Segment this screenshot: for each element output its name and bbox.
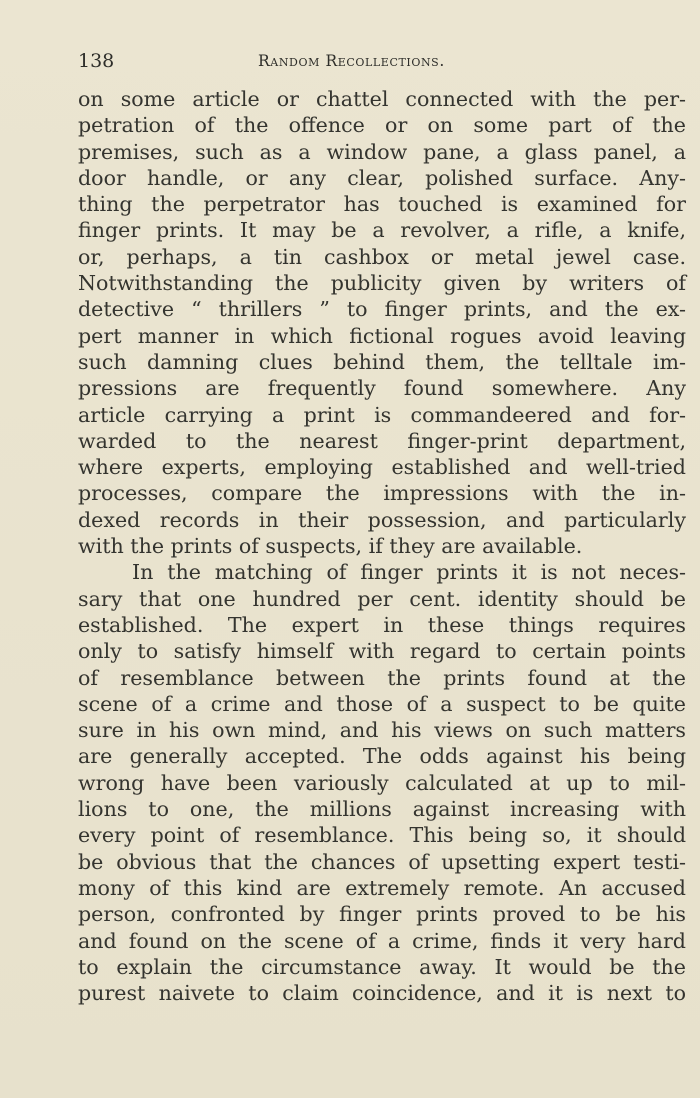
page-number: 138: [78, 50, 115, 72]
text-line: scene of a crime and those of a suspect to be quite: [78, 691, 686, 716]
text-line: door handle, or any clear, polished surface. Any-: [78, 165, 686, 190]
text-line: to explain the circumstance away. It would be the: [78, 954, 686, 979]
text-line: of resemblance between the prints found at the: [78, 665, 686, 690]
text-line: or, perhaps, a tin cashbox or metal jewel case.: [78, 244, 686, 269]
text-line: are generally accepted. The odds against his being: [78, 744, 686, 769]
text-line: Notwithstanding the publicity given by writers of: [78, 271, 686, 296]
text-line: sary that one hundred per cent. identity should be: [78, 586, 686, 611]
text-line: person, confronted by finger prints proved to be his: [78, 902, 686, 927]
text-line: where experts, employing established and well-tried: [78, 455, 686, 480]
text-line: wrong have been variously calculated at up to mil-: [78, 770, 686, 795]
text-line: pressions are frequently found somewhere. Any: [78, 376, 686, 401]
text-line: article carrying a print is commandeered and for-: [78, 402, 686, 427]
text-line: premises, such as a window pane, a glass panel, a: [78, 139, 686, 164]
text-line: dexed records in their possession, and particularly: [78, 507, 686, 532]
text-line: only to satisfy himself with regard to certain points: [78, 639, 686, 664]
text-line: lions to one, the millions against increasing with: [78, 797, 686, 822]
text-line: sure in his own mind, and his views on such matters: [78, 718, 686, 743]
text-line: such damning clues behind them, the telltale im-: [78, 349, 686, 374]
text-line: detective “ thrillers ” to finger prints, and the ex-: [78, 297, 686, 322]
text-line: In the matching of finger prints it is not neces-: [132, 560, 686, 585]
page-header: [78, 48, 686, 74]
text-line: be obvious that the chances of upsetting expert testi-: [78, 849, 686, 874]
text-line: pert manner in which fictional rogues avoid leaving: [78, 323, 686, 348]
text-line: thing the perpetrator has touched is examined for: [78, 192, 686, 217]
text-line: every point of resemblance. This being so, it should: [78, 823, 686, 848]
text-line: warded to the nearest finger-print department,: [78, 428, 686, 453]
text-line: purest naivete to claim coincidence, and it is next to: [78, 981, 686, 1006]
text-line: on some article or chattel connected with the per-: [78, 87, 686, 111]
body-text: [78, 86, 686, 1006]
text-line: and found on the scene of a crime, finds it very hard: [78, 928, 686, 953]
text-line: finger prints. It may be a revolver, a rifle, a knife,: [78, 218, 686, 243]
text-line: processes, compare the impressions with the in-: [78, 481, 686, 506]
running-head: Random Recollections.: [258, 52, 445, 70]
text-line: established. The expert in these things requires: [78, 612, 686, 637]
text-line: petration of the offence or on some part of the: [78, 113, 686, 138]
text-line: mony of this kind are extremely remote. An accused: [78, 875, 686, 900]
text-line: with the prints of suspects, if they are available.: [78, 534, 583, 559]
